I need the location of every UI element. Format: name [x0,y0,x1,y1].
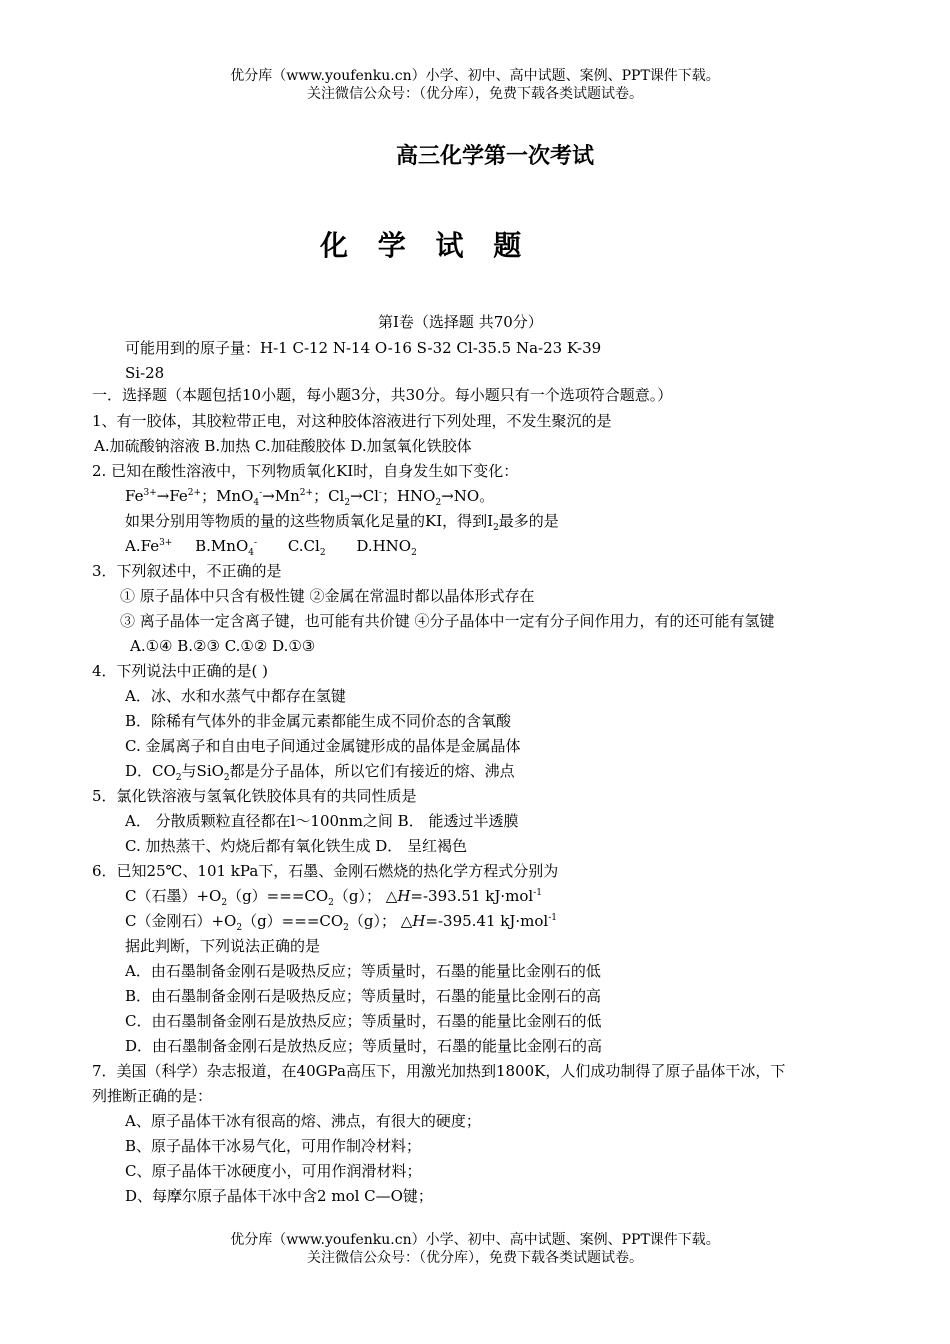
q7-stem-1: 7．美国（科学）杂志报道，在40GPa高压下，用激光加热到1800K，人们成功制得了原子晶体干冰，下 [92,1062,786,1080]
q4-option-b: B．除稀有气体外的非金属元素都能生成不同价态的含氧酸 [125,712,512,730]
q6-option-a: A．由石墨制备金刚石是吸热反应；等质量时，石墨的能量比金刚石的低 [125,962,601,980]
q2-reactions: $Fe^{3+}\to Fe^{2+}$；$MnO_4^-\to Mn^{2+}$；$Cl_2\to Cl^-$；$HNO_2\to NO$。 [125,487,495,508]
q6-stem: 6．已知25℃、101 kPa下，石墨、金刚石燃烧的热化学方程式分别为 [92,862,559,880]
header-line-2: 关注微信公众号：（优分库），免费下载各类试题试卷。 [307,86,643,102]
q4-option-c: C. 金属离子和自由电子间通过金属键形成的晶体是金属晶体 [125,737,521,755]
exam-title: 高三化学第一次考试 [395,143,594,169]
q6-judge: 据此判断，下列说法正确的是 [125,937,321,955]
q1-options: A.加硫酸钠溶液 B.加热 C.加硅酸胶体 D.加氢氧化铁胶体 [94,437,472,455]
q4-option-d: D．$CO_2$与SiO$_2$都是分子晶体，所以它们有接近的熔、沸点 [125,762,515,783]
q7-option-b: B、原子晶体干冰易气化，可用作制冷材料； [125,1137,422,1155]
footer-line-1: 优分库（www.youfenku.cn）小学、初中、高中试题、案例、PPT课件下载。 [230,1232,720,1248]
header-line-1: 优分库（www.youfenku.cn）小学、初中、高中试题、案例、PPT课件下载。 [230,68,720,84]
q5-stem: 5．氯化铁溶液与氢氧化铁胶体具有的共同性质是 [92,787,417,805]
q2-question: 如果分别用等物质的量的这些物质氧化足量的KI，得到$I_2$最多的是 [125,512,559,533]
footer-line-2: 关注微信公众号：（优分库），免费下载各类试题试卷。 [307,1250,643,1266]
q5-options-cd: C. 加热蒸干、灼烧后都有氧化铁生成 D． 呈红褐色 [125,837,468,855]
q7-stem-2: 列推断正确的是： [92,1087,213,1105]
q1-stem: 1、有一胶体，其胶粒带正电，对这种胶体溶液进行下列处理，不发生聚沉的是 [92,412,612,430]
q5-options-ab: A． 分散质颗粒直径都在l～100nm之间 B． 能透过半透膜 [125,812,519,830]
q3-statement-1: ① 原子晶体中只含有极性键 ②金属在常温时都以晶体形式存在 [120,587,535,605]
q3-statement-2: ③ 离子晶体一定含离子键，也可能有共价键 ④分子晶体中一定有分子间作用力，有的还可能有氢键 [120,612,775,630]
atomic-masses: 可能用到的原子量：H-1 C-12 N-14 O-16 S-32 Cl-35.5 Na-23 K-39 [125,339,602,357]
part-one-heading: 一．选择题（本题包括10小题，每小题3分，共30分。每小题只有一个选项符合题意。） [92,386,673,404]
q4-option-a: A．冰、水和水蒸气中都存在氢键 [125,687,346,705]
q2-stem: 2. 已知在酸性溶液中，下列物质氧化KI时，自身发生如下变化： [92,462,519,480]
q3-stem: 3．下列叙述中，不正确的是 [92,562,282,580]
q4-stem: 4．下列说法中正确的是( ) [92,662,269,680]
atomic-masses-cont: Si-28 [125,364,165,382]
q3-options: A.①④ B.②③ C.①② D.①③ [130,637,316,655]
q6-equation-diamond: C（金刚石）$+O_2(g)===CO_2(g)$； △H=-395.41 kJ·mol$^{-1}$ [125,912,557,933]
q6-option-b: B．由石墨制备金刚石是吸热反应；等质量时，石墨的能量比金刚石的高 [125,987,602,1005]
volume-heading: 第Ⅰ卷（选择题 共70分） [378,313,543,331]
q6-option-d: D．由石墨制备金刚石是放热反应；等质量时，石墨的能量比金刚石的高 [125,1037,603,1055]
q7-option-a: A、原子晶体干冰有很高的熔、沸点，有很大的硬度； [125,1112,481,1130]
q2-options: $A.Fe^{3+}$ B.MnO$_4$- $C.Cl_2$ $D.HNO_2$ [125,537,417,558]
q6-equation-graphite: C（石墨）$+O_2(g)===CO_2(g)$； △H=-393.51 kJ·mol$^{-1}$ [125,887,542,908]
q6-option-c: C．由石墨制备金刚石是放热反应；等质量时，石墨的能量比金刚石的低 [125,1012,602,1030]
q7-option-c: C、原子晶体干冰硬度小，可用作润滑材料； [125,1162,422,1180]
paper-title: 化 学 试 题 [320,229,532,262]
q7-option-d: D、每摩尔原子晶体干冰中含2 mol C—O键； [125,1187,433,1205]
